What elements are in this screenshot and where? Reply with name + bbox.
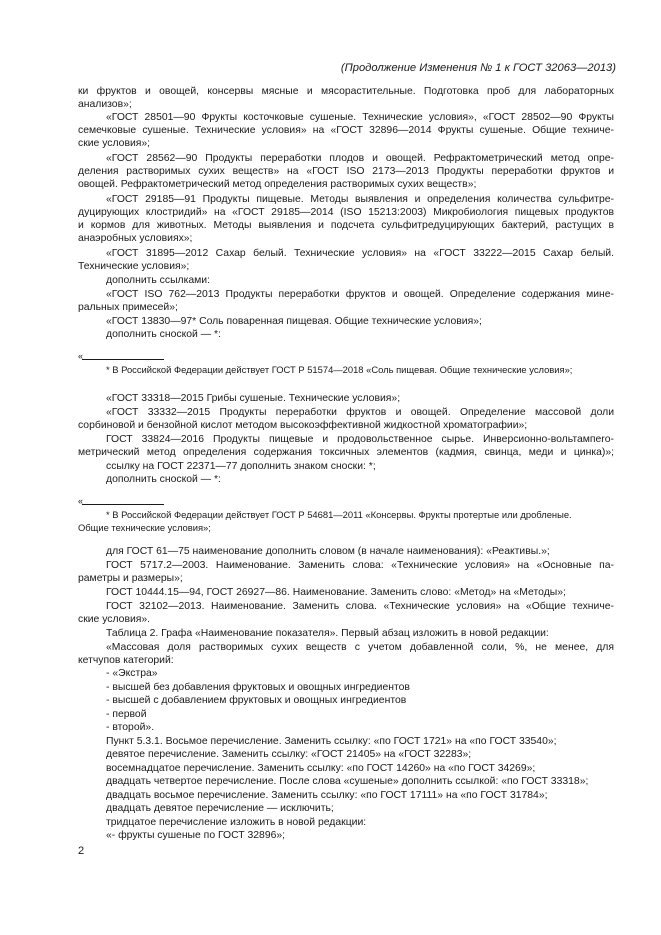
text-line: «ГОСТ 13830—97* Соль поваренная пищевая. Общие технические условия»; (106, 316, 482, 327)
text-line: «ГОСТ 29185—91 Продукты пищевые. Методы выявления и определения количества сульфитре- (106, 194, 614, 205)
list-item: - второй». (106, 722, 155, 733)
text-line: раметры и размеры»; (78, 573, 183, 584)
text-line: «ГОСТ 28501—90 Фрукты косточковые сушеные. Технические условия», «ГОСТ 28502—90 Фрукты (106, 112, 614, 123)
text-line: «ГОСТ 28562—90 Продукты переработки плодов и овощей. Рефрактометрический метод опре- (106, 153, 614, 164)
text-line: ки фруктов и овощей, консервы мясные и мясорастительные. Подготовка проб для лабораторных (78, 86, 614, 97)
text-line: деления растворимых сухих веществ» на «ГОСТ ISO 2173—2013 Продукты переработки фруктов и (78, 166, 614, 177)
text-line: ГОСТ 10444.15—94, ГОСТ 26927—86. Наименование. Заменить слово: «Метод» на «Методы»; (106, 587, 566, 598)
text-line: «ГОСТ 33318—2015 Грибы сушеные. Технические условия»; (106, 393, 401, 404)
list-item: - «Экстра» (106, 668, 158, 679)
running-header: (Продолжение Изменения № 1 к ГОСТ 32063—2013) (340, 62, 616, 74)
list-item: - высшей без добавления фруктовых и овощных ингредиентов (106, 682, 410, 693)
text-line: Технические условия»; (78, 261, 190, 272)
text-line: двадцать четвертое перечисление. После слова «сушеные» дополнить ссылкой: «по ГОСТ 33318»; (106, 776, 589, 787)
text-line: «ГОСТ ISO 762—2013 Продукты переработки фруктов и овощей. Определение содержания мине- (106, 289, 614, 300)
text-line: двадцать девятое перечисление — исключить; (106, 803, 334, 814)
text-line: семечковые сушеные. Технические условия» на «ГОСТ 32896—2014 Фрукты сушеные. Общие техниче- (78, 125, 614, 136)
text-line: ссылку на ГОСТ 22371—77 дополнить знаком сноски: *; (106, 461, 376, 472)
text-line: ские условия»; (78, 138, 151, 149)
list-item: - высшей с добавлением фруктовых и овощных ингредиентов (106, 695, 407, 706)
text-line: «ГОСТ 33332—2015 Продукты переработки фруктов и овощей. Определение массовой доли (106, 407, 614, 418)
footnote-marker: « (78, 496, 84, 506)
text-line: двадцать восьмое перечисление. Заменить ссылку: «по ГОСТ 17111» на «по ГОСТ 31784»; (106, 790, 548, 801)
text-line: дуцирующих клостридий» на «ГОСТ 29185—2014 (ISO 15213:2003) Микробиология пищевых продуктов (78, 207, 614, 218)
text-line: и кормов для животных. Методы выявления и подсчета сульфитредуцирующих бактерий, растущих в (78, 220, 614, 231)
footnote-text: Общие технические условия»; (78, 522, 211, 533)
text-line: для ГОСТ 61—75 наименование дополнить словом (в начале наименования): «Реактивы.»; (106, 546, 550, 557)
text-line: анализов»; (78, 99, 132, 110)
footnote-text: * В Российской Федерации действует ГОСТ Р 51574—2018 «Соль пищевая. Общие технические условия»; (106, 364, 573, 375)
text-line: ГОСТ 5717.2—2003. Наименование. Заменить слова: «Технические условия» на «Основные па- (106, 560, 614, 571)
text-line: дополнить сноской — *: (106, 329, 221, 340)
text-line: дополнить сноской — *: (106, 474, 221, 485)
text-line: «Массовая доля растворимых сухих веществ с учетом добавленной соли, %, не менее, для (106, 642, 614, 653)
text-line: ГОСТ 33824—2016 Продукты пищевые и продовольственное сырье. Инверсионно-вольтампero- (106, 434, 614, 445)
text-line: девятое перечисление. Заменить ссылку: «ГОСТ 21405» на «ГОСТ 32283»; (106, 749, 472, 760)
footnote-marker: « (78, 351, 84, 361)
text-line: ральных примесей»; (78, 302, 178, 313)
text-line: Таблица 2. Графа «Наименование показателя». Первый абзац изложить в новой редакции: (106, 628, 549, 639)
text-line: Пункт 5.3.1. Восьмое перечисление. Заменить ссылку: «по ГОСТ 1721» на «по ГОСТ 33540»; (106, 736, 557, 747)
text-line: кетчупов категорий: (78, 655, 174, 666)
text-line: ские условия». (78, 614, 151, 625)
text-line: ГОСТ 32102—2013. Наименование. Заменить слова. «Технические условия» на «Общие техниче- (106, 601, 614, 612)
text-line: анаэробных условиях»; (78, 233, 193, 244)
text-line: овощей. Рефрактометрический метод определения растворимых сухих веществ»; (78, 179, 477, 190)
text-line: «- фрукты сушеные по ГОСТ 32896»; (106, 830, 286, 841)
text-line: дополнить ссылками: (106, 275, 210, 286)
footnote-text: * В Российской Федерации действует ГОСТ Р 54681—2011 «Консервы. Фрукты протертые или дробленые. (106, 509, 572, 520)
text-line: сорбиновой и бензойной кислот методом высокоэффективной жидкостной хроматографии»; (78, 420, 528, 431)
text-line: восемнадцатое перечисление. Заменить ссылку: «по ГОСТ 14260» на «по ГОСТ 34269»; (106, 763, 536, 774)
list-item: - первой (106, 709, 147, 720)
text-line: «ГОСТ 31895—2012 Сахар белый. Технические условия» на «ГОСТ 33222—2015 Сахар белый. (106, 248, 614, 259)
text-line: метрический метод определения содержания токсичных элементов (кадмия, свинца, меди и цинка)»; (78, 447, 614, 458)
page-number: 2 (78, 845, 85, 857)
text-line: тридцатое перечисление изложить в новой редакции: (106, 817, 367, 828)
